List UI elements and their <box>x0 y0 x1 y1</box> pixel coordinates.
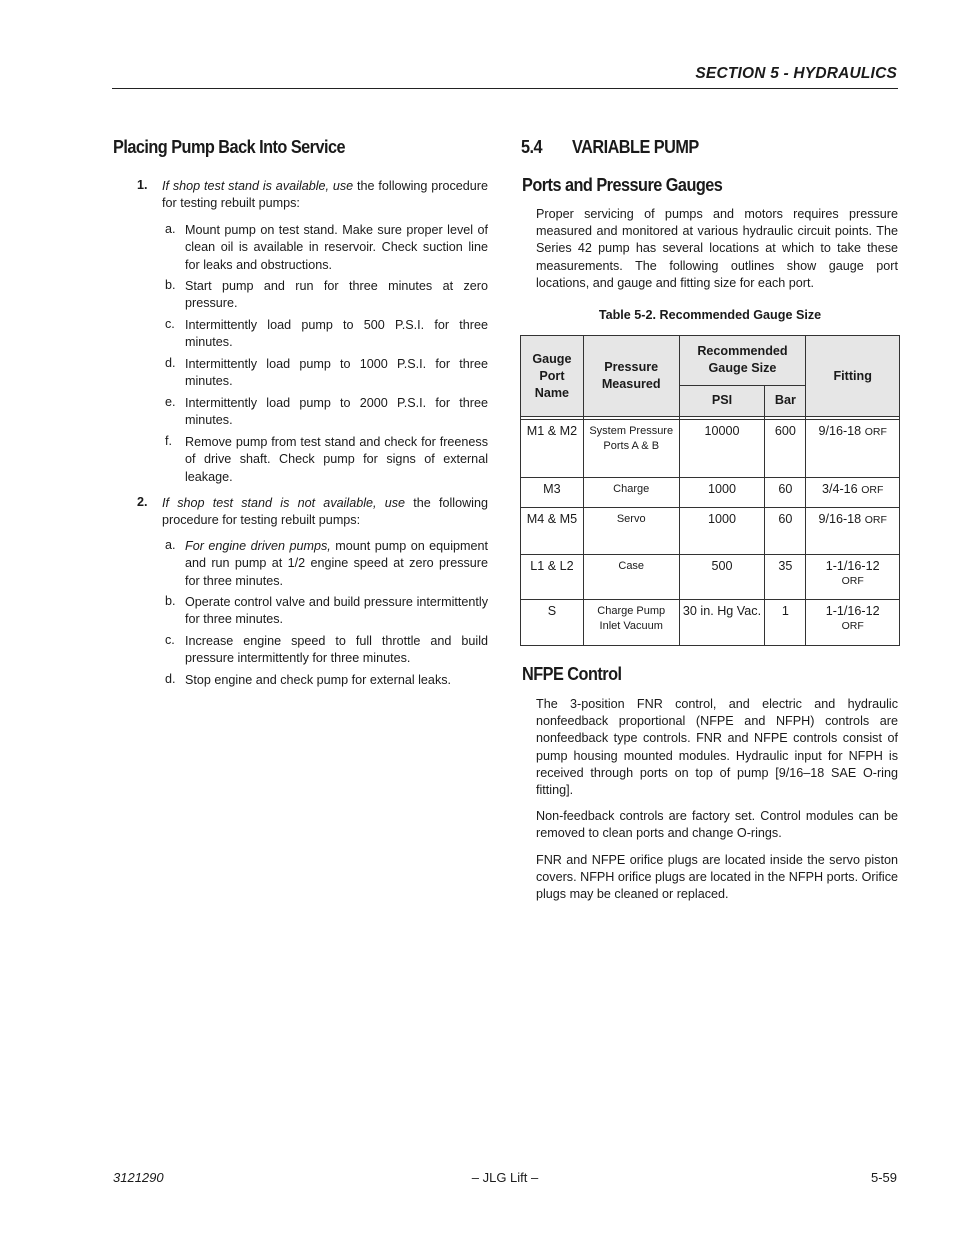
substep-text: Intermittently load pump to 500 P.S.I. for three minutes. <box>185 318 488 350</box>
table-row <box>521 508 900 555</box>
heading-placing-pump: Placing Pump Back Into Service <box>113 136 346 157</box>
substep-letter: d. <box>165 672 176 686</box>
table-row <box>521 555 900 600</box>
step-intro-rest: the following procedure for testing rebuilt pumps: <box>162 179 488 211</box>
cell-psi: 1000 <box>679 508 765 555</box>
cell-psi: 500 <box>679 555 765 600</box>
substep-italic: For engine driven pumps, <box>185 539 331 553</box>
cell-fitting <box>806 508 900 555</box>
substep-text: Intermittently load pump to 2000 P.S.I. for three minutes. <box>185 396 488 428</box>
fitting-suffix: ORF <box>841 620 864 632</box>
step-intro <box>162 495 488 529</box>
fitting-suffix: ORF <box>861 484 884 496</box>
header-psi: PSI <box>679 385 765 416</box>
substep-text <box>185 538 488 590</box>
substep-text: Mount pump on test stand. Make sure proper level of clean oil is available in reservoir. Check suction line for leaks and obstructions. <box>185 223 488 272</box>
step-intro-italic: If shop test stand is available, use <box>162 179 354 193</box>
substep-letter: b. <box>165 594 176 608</box>
fitting-size: 9/16-18 <box>818 424 862 438</box>
substep-text: Operate control valve and build pressure intermittently for three minutes. <box>185 595 488 627</box>
table-caption: Table 5-2. Recommended Gauge Size <box>598 308 822 322</box>
cell-bar: 60 <box>765 508 806 555</box>
page-number: 5-59 <box>870 1170 897 1185</box>
header-pressure: Pressure Measured <box>583 336 679 417</box>
section-number: 5.4 <box>521 136 543 157</box>
substep-letter: a. <box>165 222 176 236</box>
fitting-suffix: ORF <box>864 514 887 526</box>
header-recommended: Recommended Gauge Size <box>679 336 806 386</box>
fitting-size: 9/16-18 <box>818 512 862 526</box>
table-row <box>521 478 900 508</box>
header-fitting: Fitting <box>806 336 900 417</box>
heading-ports: Ports and Pressure Gauges <box>522 174 723 195</box>
cell-psi: 10000 <box>679 420 765 478</box>
cell-port: L1 & L2 <box>521 555 584 600</box>
fitting-size: 1-1/16-12 <box>825 604 880 618</box>
cell-measured: System Pressure Ports A & B <box>583 420 679 478</box>
step-number: 1. <box>137 178 148 192</box>
cell-measured: Case <box>583 555 679 600</box>
cell-port: M4 & M5 <box>521 508 584 555</box>
header-port: Gauge Port Name <box>521 336 584 417</box>
fitting-suffix: ORF <box>841 575 864 587</box>
nfpe-paragraph: The 3-position FNR control, and electric and hydraulic nonfeedback proportional (NFPE and NFPH) controls are nonfeedback type controls. FNR and NFPE controls consist of pump housing mounted modules. Hydraulic input for NFPH is received through ports on top of pump [9/16–18 SAE O-ring fitting]. <box>536 697 898 798</box>
substep-letter: c. <box>165 317 175 331</box>
step-intro <box>162 178 488 212</box>
fitting-size: 3/4-16 <box>821 482 858 496</box>
gauge-size-table <box>520 335 900 646</box>
substep-text: Start pump and run for three minutes at zero pressure. <box>185 279 488 311</box>
substep-letter: c. <box>165 633 175 647</box>
step-number: 2. <box>137 495 148 509</box>
cell-bar: 600 <box>765 420 806 478</box>
section-title: VARIABLE PUMP <box>572 136 699 157</box>
substep-text: Remove pump from test stand and check for freeness of drive shaft. Check pump for signs of external leakage. <box>185 435 488 484</box>
cell-fitting <box>806 600 900 646</box>
cell-measured: Charge <box>583 478 679 508</box>
fitting-suffix: ORF <box>864 426 887 438</box>
nfpe-paragraph: FNR and NFPE orifice plugs are located inside the servo piston covers. NFPH orifice plugs are located in the NFPH ports. Orifice plugs may be cleaned or replaced. <box>536 853 898 902</box>
table-row <box>521 600 900 646</box>
doc-number: 3121290 <box>113 1170 164 1185</box>
section-header: SECTION 5 - HYDRAULICS <box>695 65 897 82</box>
cell-bar: 1 <box>765 600 806 646</box>
table-row <box>521 420 900 478</box>
cell-measured: Charge Pump Inlet Vacuum <box>583 600 679 646</box>
substep-letter: e. <box>165 395 176 409</box>
cell-fitting <box>806 420 900 478</box>
nfpe-paragraph: Non-feedback controls are factory set. Control modules can be removed to clean ports and change O-rings. <box>536 809 898 841</box>
cell-bar: 35 <box>765 555 806 600</box>
substep-letter: b. <box>165 278 176 292</box>
cell-fitting <box>806 555 900 600</box>
footer-center: – JLG Lift – <box>471 1170 539 1185</box>
step-intro-italic: If shop test stand is not available, use <box>162 496 406 510</box>
cell-psi: 30 in. Hg Vac. <box>679 600 765 646</box>
cell-bar: 60 <box>765 478 806 508</box>
substep-letter: a. <box>165 538 176 552</box>
substep-letter: f. <box>165 434 172 448</box>
substep-text: Increase engine speed to full throttle and build pressure intermittently for three minutes. <box>185 634 488 666</box>
step-intro-rest: the following procedure for testing rebuilt pumps: <box>162 496 488 528</box>
fitting-size: 1-1/16-12 <box>825 559 880 573</box>
cell-psi: 1000 <box>679 478 765 508</box>
heading-nfpe: NFPE Control <box>522 663 622 684</box>
cell-port: M1 & M2 <box>521 420 584 478</box>
substep-rest: mount pump on equipment and run pump at 1/2 engine speed at zero pressure for three minutes. <box>185 539 488 588</box>
substep-letter: d. <box>165 356 176 370</box>
substep-text: Intermittently load pump to 1000 P.S.I. for three minutes. <box>185 357 488 389</box>
cell-measured: Servo <box>583 508 679 555</box>
header-rule <box>112 88 898 89</box>
cell-fitting <box>806 478 900 508</box>
cell-port: M3 <box>521 478 584 508</box>
header-bar: Bar <box>765 385 806 416</box>
substep-text: Stop engine and check pump for external leaks. <box>185 673 452 687</box>
cell-port: S <box>521 600 584 646</box>
ports-paragraph: Proper servicing of pumps and motors requires pressure measured and monitored at various hydraulic circuit points. The Series 42 pump has several locations at which to take these measurements. The following outlines show gauge port locations, and gauge and fitting size for each port. <box>536 207 898 290</box>
